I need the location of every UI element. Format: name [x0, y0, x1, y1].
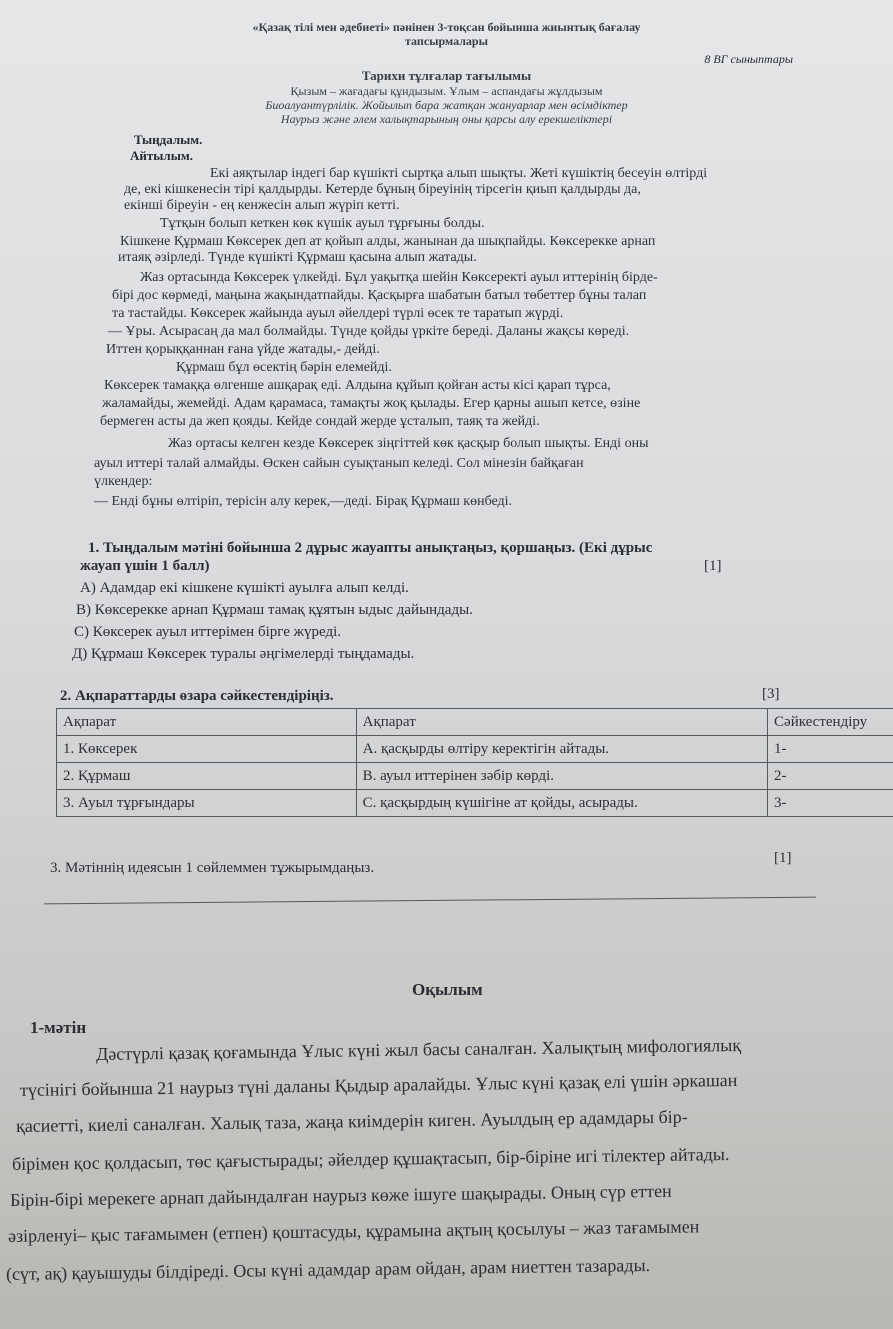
answer-option-c[interactable]: С) Көксерек ауыл иттерімен бірге жүреді. — [74, 624, 341, 640]
question-1-text: 1. Тыңдалым мәтіні бойынша 2 дұрыс жауапты анықтаңыз, қоршаңыз. (Екі дұрыс — [88, 540, 653, 556]
answer-option-a[interactable]: А) Адамдар екі кішкене күшікті ауылға алып келді. — [80, 580, 409, 596]
topic-line2: Биоалуантүрлілік. Жойылып бара жатқан жануарлар мен өсімдіктер — [265, 98, 628, 112]
answer-option-d[interactable]: Д) Құрмаш Көксерек туралы әңгімелерді тыңдамады. — [72, 646, 415, 662]
listening-line: Иттен қорыққаннан ғана үйде жатады,- дейді. — [106, 342, 380, 357]
answer-cell[interactable]: 2- — [768, 763, 893, 790]
reading-line: Бірін-бірі мерекеге арнап дайындалған наурыз көже ішуге шақырады. Оның сүр еттен — [9, 1180, 672, 1210]
document-title-line2: тапсырмалары — [405, 34, 488, 48]
topic-title: Тарихи тұлғалар тағылымы — [361, 68, 532, 83]
question-3-mark: [1] — [774, 850, 792, 866]
reading-line: түсінігі бойынша 21 наурыз түні даланы Қыдыр аралайды. Ұлыс күні қазақ елі үшін әркашан — [19, 1069, 738, 1100]
listening-line: — Ұры. Асырасаң да мал болмайды. Түнде қойды үркіте береді. Даланы жақсы көреді. — [108, 324, 630, 339]
reading-line: бірімен қос қолдасып, төс қағыстырады; әйелдер құшақтасып, бір-біріне игі тілектер айтады. — [11, 1143, 730, 1174]
speaking-heading: Айтылым. — [130, 148, 193, 163]
reading-line: қасиетті, киелі саналған. Халық таза, жаңа киімдерін киген. Ауылдың ер адамдары бір- — [15, 1106, 688, 1136]
table-cell: 3. Ауыл тұрғындары — [57, 790, 357, 817]
listening-line: бірі дос көрмеді, маңына жақындатпайды. Қасқырға шабатын батыл төбеттер бұны талап — [112, 288, 647, 303]
table-header-row — [57, 709, 893, 736]
grade-label: 8 ВГ сыныптары — [704, 52, 793, 66]
listening-line: Көксерек тамаққа өлгенше ашқарақ еді. Алдына құйып қойған асты кісі қарап тұрса, — [104, 378, 611, 393]
listening-line: үлкендер: — [94, 474, 153, 489]
table-cell: 1. Көксерек — [57, 736, 357, 763]
listening-line: екінші біреуін - ең кенжесін алып жүріп кетті. — [124, 198, 400, 213]
listening-line: жаламайды, жемейді. Адам қарамаса, тамақты жоқ қылады. Егер қарны ашып кетсе, өзіне — [102, 396, 641, 411]
listening-line: де, екі кішкенесін тірі қалдырды. Кетерде бұның біреуінің тірсегін қиып қалдырды да, — [124, 182, 641, 197]
question-1-mark: [1] — [704, 558, 722, 574]
table-cell: В. ауыл иттерінен зәбір көрді. — [356, 763, 767, 790]
reading-line: әзірленуі– қыс тағамымен (етпен) қоштасуды, құрамына ақтың қосылуы – жаз тағамымен — [7, 1216, 700, 1246]
reading-line: (сүт, ақ) қауышуды білдіреді. Осы күні адамдар арам ойдан, арам ниеттен тазарады. — [5, 1255, 651, 1284]
table-cell: А. қасқырды өлтіру керектігін айтады. — [356, 736, 767, 763]
answer-line[interactable] — [44, 897, 816, 905]
listening-line: та тастайды. Көксерек жайында ауыл әйелдері түрлі өсек те таратып жүрді. — [112, 306, 564, 321]
table-cell: С. қасқырдың күшігіне ат қойды, асырады. — [356, 790, 767, 817]
topic-line1: Қызым – жағадағы құндызым. Ұлым – аспандағы жұлдызым — [290, 84, 603, 98]
answer-option-b[interactable]: В) Көксерекке арнап Құрмаш тамақ құятын ыдыс дайындады. — [76, 602, 473, 618]
listening-line: Кішкене Құрмаш Көксерек деп ат қойып алды, жанынан да шықпайды. Көксерекке арнап — [120, 234, 656, 249]
listening-line: Құрмаш бұл өсектің бәрін елемейді. — [176, 360, 392, 375]
text-label: 1-мәтін — [30, 1018, 87, 1037]
question-2-mark: [3] — [762, 686, 780, 702]
topic-line3: Наурыз және әлем халықтарының оны қарсы алу ерекшеліктері — [280, 112, 613, 126]
listening-line: итаяқ әзірледі. Түнде күшікті Құрмаш қасына алып жатады. — [118, 250, 477, 265]
answer-cell[interactable]: 1- — [768, 736, 893, 763]
column-header: Ақпарат — [356, 709, 767, 736]
reading-heading: Оқылым — [412, 980, 483, 999]
column-header: Сәйкестендіру — [768, 709, 893, 736]
table-row — [57, 790, 893, 817]
reading-line: Дәстүрлі қазақ қоғамында Ұлыс күні жыл басы саналған. Халықтың мифологиялық — [95, 1034, 742, 1064]
matching-table — [56, 708, 893, 817]
answer-cell[interactable]: 3- — [768, 790, 893, 817]
listening-line: ауыл иттері талай алмайды. Өскен сайын суықтанып келеді. Сол мінезін байқаған — [94, 456, 584, 471]
document-title: «Қазақ тілі мен әдебиеті» пәнінен 3-тоқсан бойынша жиынтық бағалау — [252, 20, 641, 34]
listening-heading: Тыңдалым. — [134, 132, 203, 147]
listening-line: бермеген асты да жеп қояды. Кейде сондай жерде ұсталып, таяқ та жейді. — [100, 414, 540, 429]
table-cell: 2. Құрмаш — [57, 763, 357, 790]
table-row — [57, 736, 893, 763]
listening-line: — Енді бұны өлтіріп, терісін алу керек,—деді. Бірақ Құрмаш көнбеді. — [94, 494, 513, 509]
table-row — [57, 763, 893, 790]
column-header: Ақпарат — [57, 709, 357, 736]
listening-line: Тұтқын болып кеткен көк күшік ауыл тұрғыны болды. — [160, 216, 485, 231]
question-2-text: 2. Ақпараттарды өзара сәйкестендіріңіз. — [60, 688, 334, 704]
question-3-text: 3. Мәтіннің идеясын 1 сөйлеммен тұжырымдаңыз. — [50, 860, 375, 876]
question-1-text-cont: жауап үшін 1 балл) — [80, 558, 210, 574]
listening-line: Жаз ортасы келген кезде Көксерек зіңгіттей көк қасқыр болып шықты. Енді оны — [168, 436, 649, 451]
listening-line: Жаз ортасында Көксерек үлкейді. Бұл уақытқа шейін Көксеректі ауыл иттерінің бірде- — [140, 270, 658, 285]
listening-line: Екі аяқтылар індегі бар күшікті сыртқа алып шықты. Жеті күшіктің бесеуін өлтірді — [210, 166, 708, 181]
